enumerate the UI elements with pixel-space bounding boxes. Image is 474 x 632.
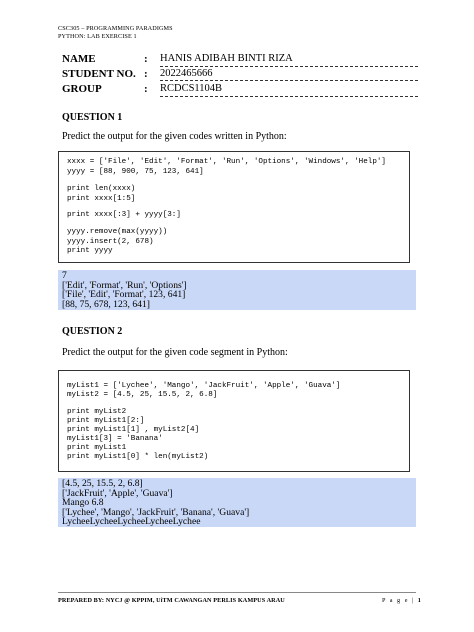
answer-line: [88, 75, 678, 123, 641]	[62, 298, 150, 310]
question1-title: QUESTION 1	[62, 112, 123, 123]
code-line: myList2 = [4.5, 25, 15.5, 2, 6.8]	[67, 391, 218, 399]
answer-line: ['Lychee', 'Mango', 'JackFruit', 'Banana', 'Guava']	[62, 506, 250, 518]
answer-line: [4.5, 25, 15.5, 2, 6.8]	[62, 478, 143, 489]
code-line: myList1 = ['Lychee', 'Mango', 'JackFruit', 'Apple', 'Guava']	[67, 382, 341, 390]
answer-line: ['JackFruit', 'Apple', 'Guava']	[62, 487, 173, 499]
code-line: yyyy.insert(2, 678)	[67, 238, 154, 246]
answer-line: Mango 6.8	[62, 497, 104, 508]
question1-prompt: Predict the output for the given codes written in Python:	[62, 131, 287, 142]
question2-title: QUESTION 2	[62, 326, 123, 337]
footer-divider	[58, 592, 416, 593]
answer-line: LycheeLycheeLycheeLycheeLychee	[62, 516, 201, 527]
course-title: CSC305 – PROGRAMMING PARADIGMS	[58, 25, 173, 32]
name-value: HANIS ADIBAH BINTI RIZA	[160, 53, 293, 64]
page-number-area	[382, 597, 422, 604]
question2-code-box	[58, 370, 410, 472]
student-no-label: STUDENT NO.	[62, 68, 136, 80]
student-no-value: 2022465666	[160, 68, 213, 79]
exercise-title: PYTHON: LAB EXERCISE 1	[58, 33, 137, 40]
student-no-underline	[160, 80, 418, 81]
answer-line: ['File', 'Edit', 'Format', 123, 641]	[62, 289, 186, 300]
code-line: print xxxx[1:5]	[67, 195, 136, 203]
answer-line: ['Edit', 'Format', 'Run', 'Options']	[62, 279, 187, 291]
question2-prompt: Predict the output for the given code segment in Python:	[62, 347, 288, 358]
group-underline	[160, 96, 418, 97]
group-label: GROUP	[62, 83, 102, 95]
name-label: NAME	[62, 53, 96, 65]
code-line: yyyy = [88, 900, 75, 123, 641]	[67, 168, 204, 176]
code-line: print myList1[1] , myList2[4]	[67, 426, 200, 434]
page-label: P a g e |	[382, 597, 415, 604]
code-line: xxxx = ['File', 'Edit', 'Format', 'Run', 'Options', 'Windows', 'Help']	[67, 158, 386, 166]
question2-answer-box	[58, 478, 416, 527]
code-line: yyyy.remove(max(yyyy))	[67, 228, 168, 236]
group-value: RCDCS1104B	[160, 83, 223, 94]
group-colon: :	[144, 83, 148, 95]
code-line: print myList2	[67, 408, 127, 416]
code-line: print myList1	[67, 444, 127, 452]
answer-line: 7	[62, 270, 67, 281]
code-line: print len(xxxx)	[67, 185, 136, 193]
code-line: print xxxx[:3] + yyyy[3:]	[67, 211, 181, 219]
student-no-colon: :	[144, 68, 148, 80]
question1-answer-box	[58, 270, 416, 310]
question1-code-box	[58, 151, 410, 263]
code-line: myList1[3] = 'Banana'	[67, 435, 163, 443]
code-line: print myList1[2:]	[67, 417, 145, 425]
footer-prepared-by: PREPARED BY: NYCJ @ KPPIM, UiTM CAWANGAN PERLIS KAMPUS ARAU	[58, 597, 285, 604]
name-underline	[160, 66, 418, 67]
name-colon: :	[144, 53, 148, 65]
code-line: print yyyy	[67, 247, 113, 255]
page-number: 1	[417, 597, 423, 604]
code-line: print myList1[0] * len(myList2)	[67, 453, 209, 461]
